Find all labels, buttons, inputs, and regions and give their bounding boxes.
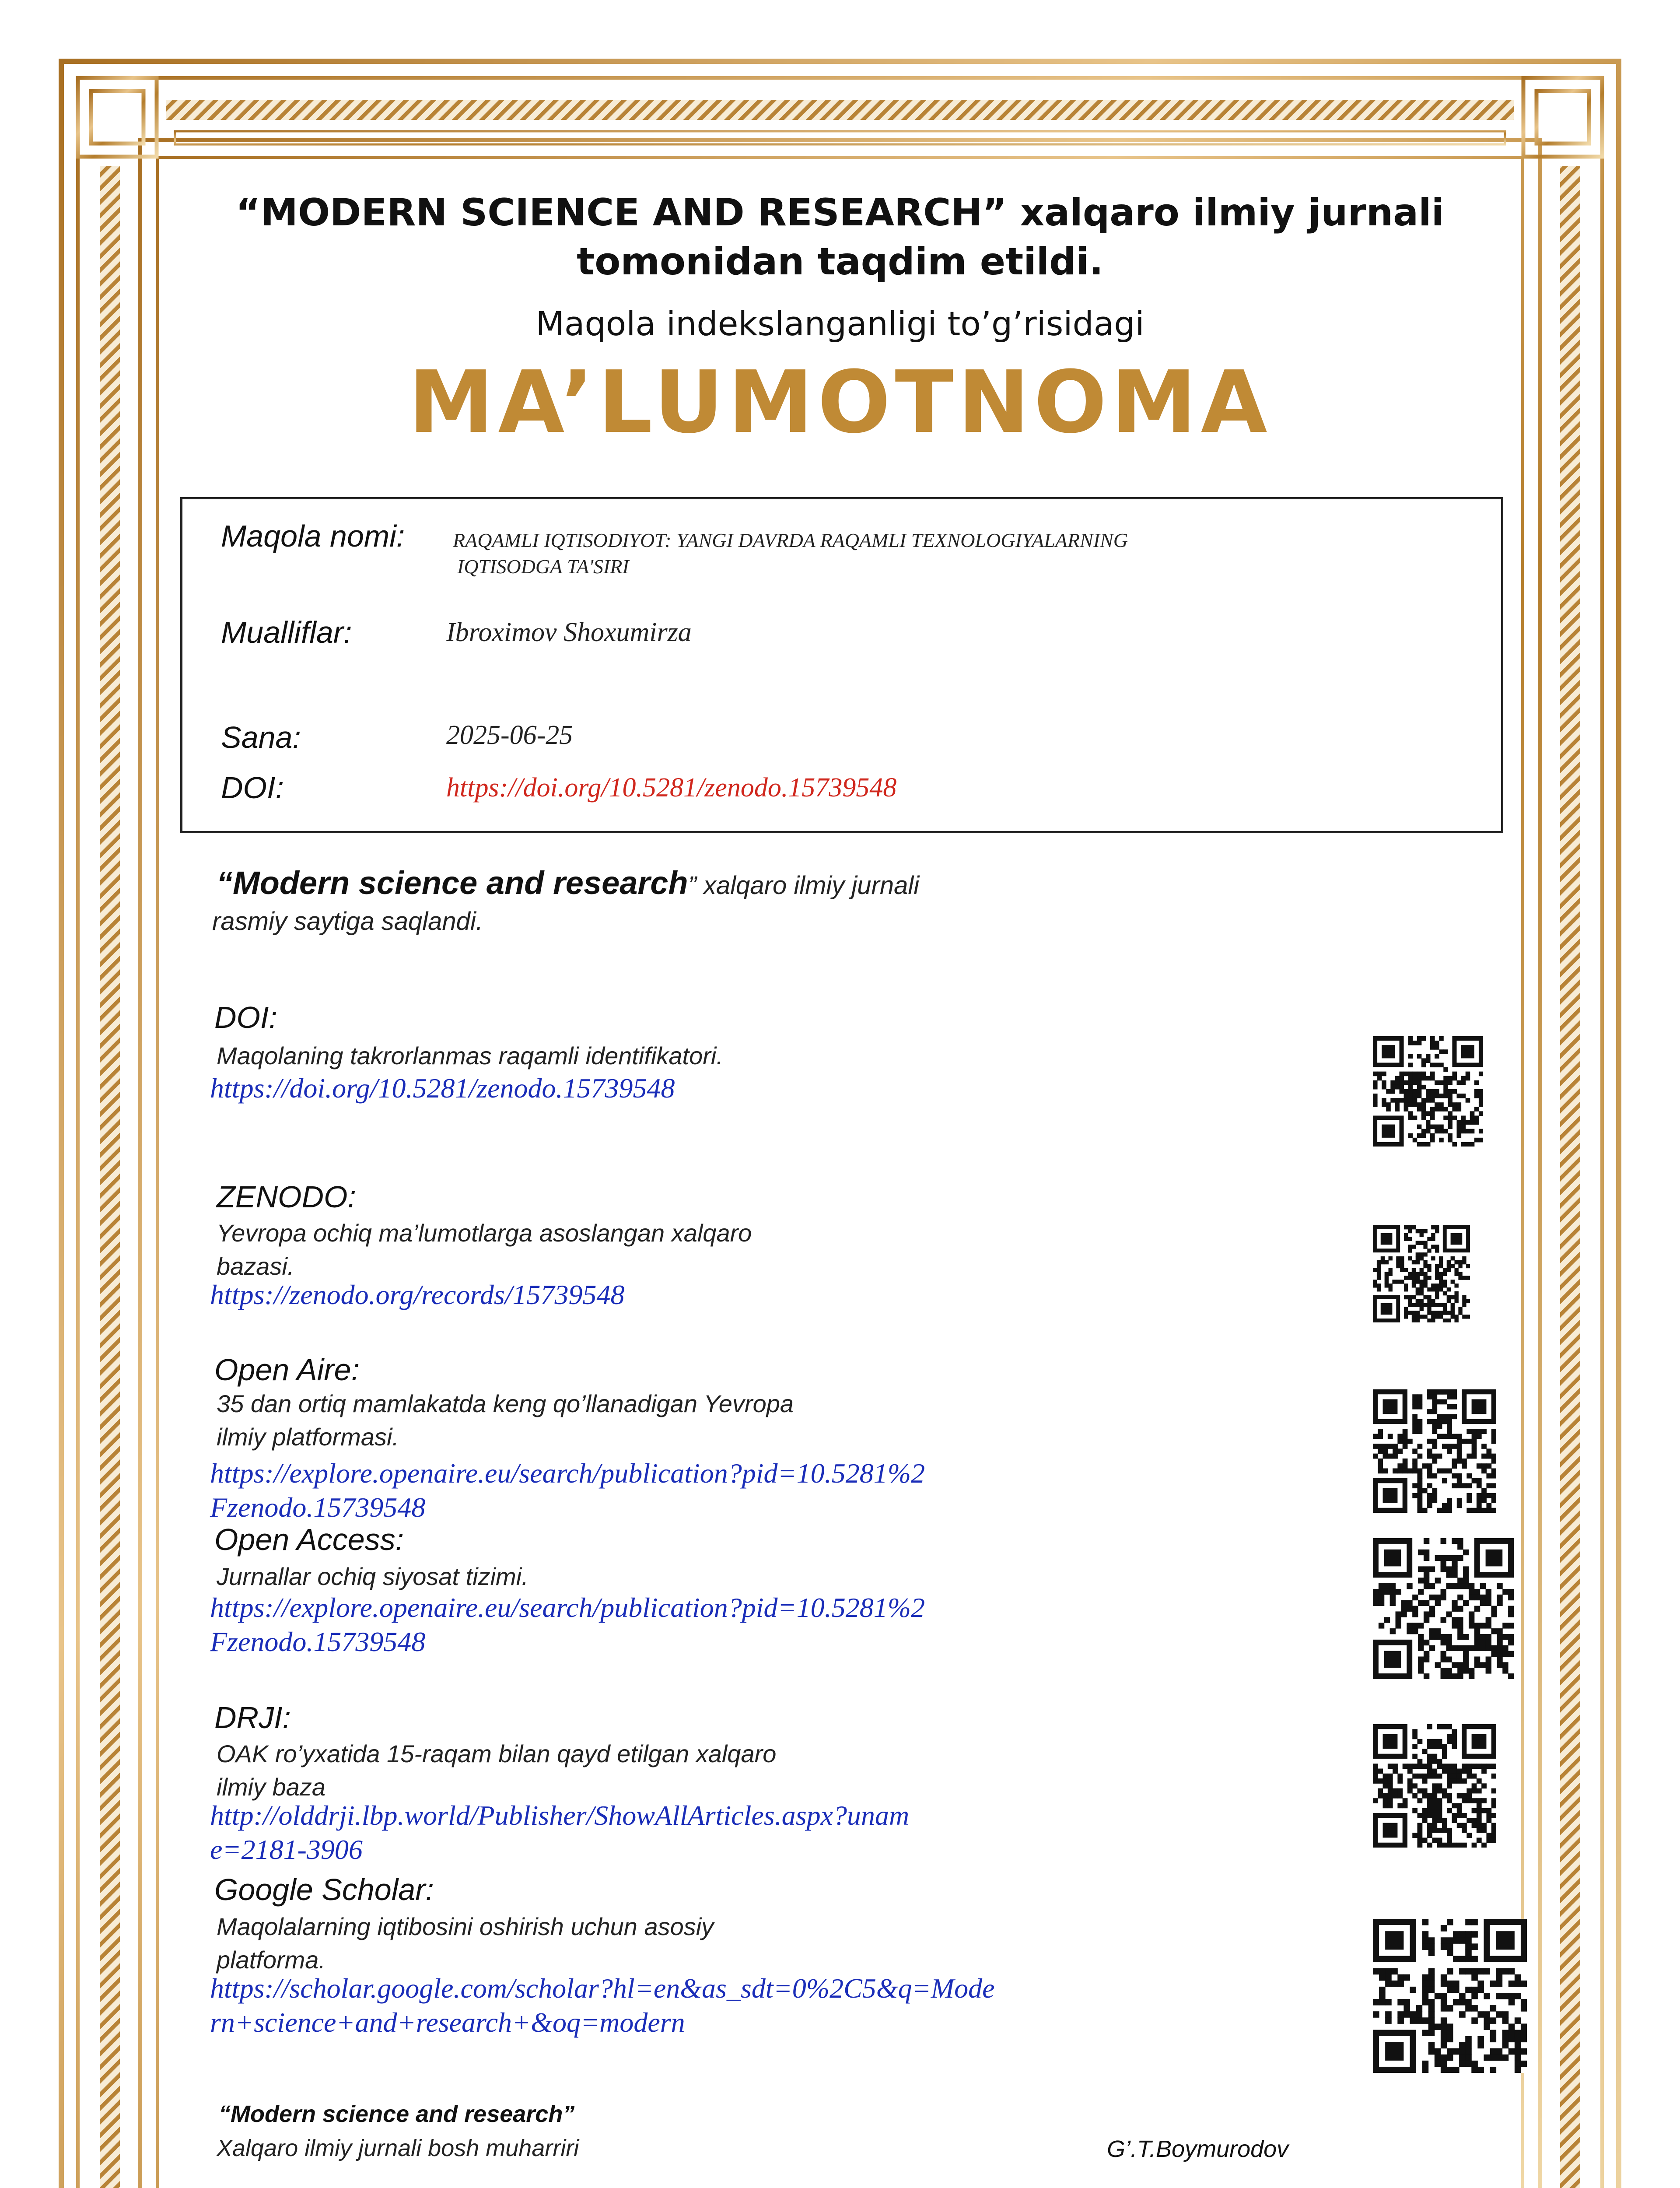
article-title-label: Maqola nomi: xyxy=(221,519,405,553)
section-drji-desc xyxy=(217,1737,969,1804)
section-drji-link-line2[interactable]: e=2181-3906 xyxy=(210,1834,363,1865)
footer-editor-name: G’.T.Boymurodov xyxy=(1107,2136,1289,2162)
certificate-title: MA’LUMOTNOMA xyxy=(408,353,1272,452)
section-openaire-desc xyxy=(217,1387,969,1454)
section-drji-desc-line1: OAK ro’yxatida 15-raqam bilan qayd etilgan xalqaro xyxy=(217,1740,777,1767)
authors-value: Ibroximov Shoxumirza xyxy=(446,617,692,647)
saved-note-rest1: ” xalqaro ilmiy jurnali xyxy=(688,871,920,900)
section-zenodo-link[interactable]: https://zenodo.org/records/15739548 xyxy=(210,1279,625,1310)
section-openaccess-link-line1[interactable]: https://explore.openaire.eu/search/publication?pid=10.5281%2 xyxy=(210,1592,925,1623)
doi-label: DOI: xyxy=(221,771,284,805)
section-openaccess-link-line2[interactable]: Fzenodo.15739548 xyxy=(210,1626,426,1657)
saved-note xyxy=(217,864,919,901)
section-openaccess-link[interactable] xyxy=(210,1591,1181,1659)
section-doi-desc: Maqolaning takrorlanmas raqamli identifikatori. xyxy=(217,1042,723,1069)
date-label: Sana: xyxy=(221,720,301,754)
section-openaire-desc-line2: ilmiy platformasi. xyxy=(217,1423,399,1451)
section-drji-link[interactable] xyxy=(210,1799,1181,1867)
section-openaccess-title: Open Access: xyxy=(214,1522,404,1557)
journal-heading-line1: “MODERN SCIENCE AND RESEARCH” xalqaro ilmiy jurnali xyxy=(235,191,1445,235)
section-drji-title: DRJI: xyxy=(214,1701,291,1735)
journal-heading xyxy=(0,188,1680,286)
qr-code-icon[interactable] xyxy=(1373,1919,1527,2073)
journal-heading-line2: tomonidan taqdim etildi. xyxy=(577,240,1103,284)
section-zenodo-title: ZENODO: xyxy=(217,1180,356,1214)
section-openaire-link-line1[interactable]: https://explore.openaire.eu/search/publication?pid=10.5281%2 xyxy=(210,1458,925,1489)
section-zenodo-desc-line1: Yevropa ochiq ma’lumotlarga asoslangan xalqaro xyxy=(217,1219,752,1247)
article-title-value xyxy=(453,527,1372,580)
section-scholar-link[interactable] xyxy=(210,1971,1181,2040)
section-doi-title: DOI: xyxy=(214,1000,277,1034)
qr-code-icon[interactable] xyxy=(1373,1724,1496,1848)
section-zenodo-desc-line2: bazasi. xyxy=(217,1252,294,1280)
saved-note-journal: “Modern science and research xyxy=(217,865,688,901)
certificate-subtitle: Maqola indekslanganligi to’g’risidagi xyxy=(536,304,1144,343)
section-scholar-link-line2[interactable]: rn+science+and+research+&oq=modern xyxy=(210,2007,685,2038)
qr-code-icon[interactable] xyxy=(1373,1225,1470,1322)
section-scholar-desc-line1: Maqolalarning iqtibosini oshirish uchun asosiy xyxy=(217,1913,714,1940)
section-drji-link-line1[interactable]: http://olddrji.lbp.world/Publisher/ShowAllArticles.aspx?unam xyxy=(210,1800,910,1831)
date-value: 2025-06-25 xyxy=(446,720,573,750)
footer-role: Xalqaro ilmiy jurnali bosh muharriri xyxy=(217,2135,579,2161)
section-scholar-desc-line2: platforma. xyxy=(217,1946,326,1974)
section-scholar-link-line1[interactable]: https://scholar.google.com/scholar?hl=en&as_sdt=0%2C5&q=Mode xyxy=(210,1973,995,2004)
section-scholar-desc xyxy=(217,1910,969,1977)
section-doi-link[interactable]: https://doi.org/10.5281/zenodo.15739548 xyxy=(210,1073,675,1104)
section-drji-desc-line2: ilmiy baza xyxy=(217,1773,326,1801)
section-scholar-title: Google Scholar: xyxy=(214,1872,434,1907)
authors-label: Mualliflar: xyxy=(221,615,352,649)
footer-journal: “Modern science and research” xyxy=(219,2101,575,2127)
doi-value-link[interactable]: https://doi.org/10.5281/zenodo.15739548 xyxy=(446,773,897,803)
article-title-line1: RAQAMLI IQTISODIYOT: YANGI DAVRDA RAQAMLI TEXNOLOGIYALARNING xyxy=(453,529,1128,551)
section-openaire-link-line2[interactable]: Fzenodo.15739548 xyxy=(210,1492,426,1523)
qr-code-icon[interactable] xyxy=(1373,1538,1514,1679)
section-openaire-link[interactable] xyxy=(210,1456,1181,1525)
section-openaire-desc-line1: 35 dan ortiq mamlakatda keng qo’llanadigan Yevropa xyxy=(217,1390,794,1417)
saved-note-line2: rasmiy saytiga saqlandi. xyxy=(212,907,483,936)
section-zenodo-desc xyxy=(217,1217,969,1283)
qr-code-icon[interactable] xyxy=(1373,1036,1483,1147)
section-openaire-title: Open Aire: xyxy=(214,1353,360,1387)
section-openaccess-desc: Jurnallar ochiq siyosat tizimi. xyxy=(217,1563,528,1590)
article-title-line2: IQTISODGA TA'SIRI xyxy=(457,555,629,578)
qr-code-icon[interactable] xyxy=(1373,1389,1496,1513)
